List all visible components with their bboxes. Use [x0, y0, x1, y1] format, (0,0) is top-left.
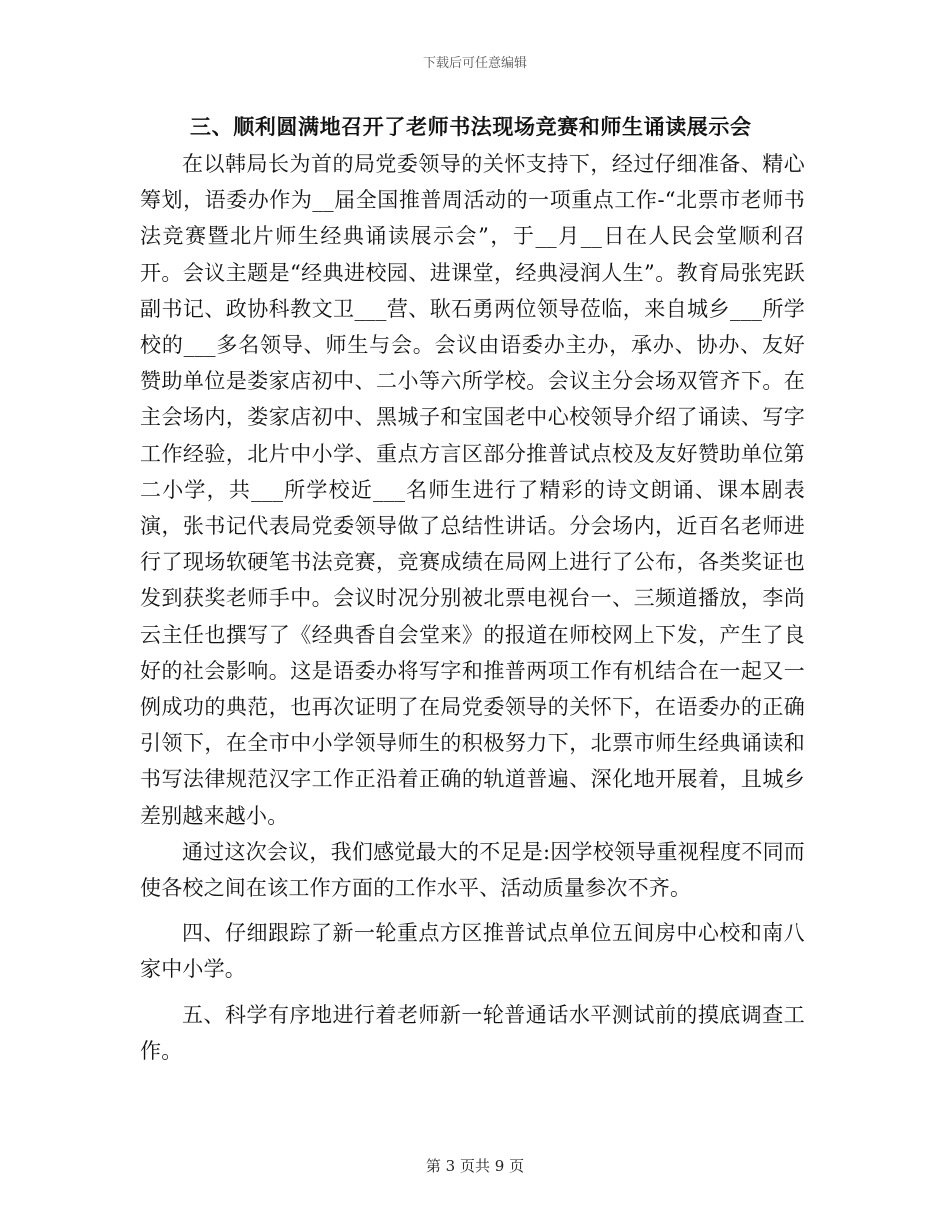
section-title: 三、顺利圆满地召开了老师书法现场竞赛和师生诵读展示会 — [190, 115, 752, 139]
paragraph-1: 在以韩局长为首的局党委领导的关怀支持下，经过仔细准备、精心筹划，语委办作为__届全国推普周活动的一项重点工作-“北票市老师书法竞赛暨北片师生经典诵读展示会”，于__月__日在人民会堂顺利召开。会议主题是“经典进校园、进课堂，经典浸润人生”。教育局张宪跃副书记、政协科教文卫___营、耿石勇两位领导莅临，来自城乡___所学校的___多名领导、师生与会。会议由语委办主办，承办、协办、友好赞助单位是娄家店初中、二小等六所学校。会议主分会场双管齐下。在主会场内，娄家店初中、黑城子和宝国老中心校领导介绍了诵读、写字工作经验，北片中小学、重点方言区部分推普试点校及友好赞助单位第二小学，共___所学校近___名师生进行了精彩的诗文朗诵、课本剧表演，张书记代表局党委领导做了总结性讲话。分会场内，近百名老师进行了现场软硬笔书法竞赛，竞赛成绩在局网上进行了公布，各类奖证也发到获奖老师手中。会议时况分别被北票电视台一、三频道播放，李尚云主任也撰写了《经典香自会堂来》的报道在师校网上下发，产生了良好的社会影响。这是语委办将写字和推普两项工作有机结合在一起又一例成功的典范，也再次证明了在局党委领导的关怀下，在语委办的正确引领下，在全市中小学领导师生的积极努力下，北票市师生经典诵读和书写法律规范汉字工作正沿着正确的轨道普遍、深化地开展着，且城乡差别越来越小。 — [140, 152, 805, 828]
paragraph-4: 五、科学有序地进行着老师新一轮普通话水平测试前的摸底调查工作。 — [140, 1002, 805, 1063]
page-indicator: 第 3 页共 9 页 — [425, 1157, 525, 1175]
paragraph-2: 通过这次会议，我们感觉最大的不足是:因学校领导重视程度不同而使各校之间在该工作方面的工作水平、活动质量参次不齐。 — [140, 839, 805, 901]
paragraph-3: 四、仔细跟踪了新一轮重点方区推普试点单位五间房中心校和南八家中小学。 — [140, 921, 805, 982]
header-note: 下载后可任意编辑 — [422, 56, 527, 71]
document-body — [140, 108, 805, 1069]
